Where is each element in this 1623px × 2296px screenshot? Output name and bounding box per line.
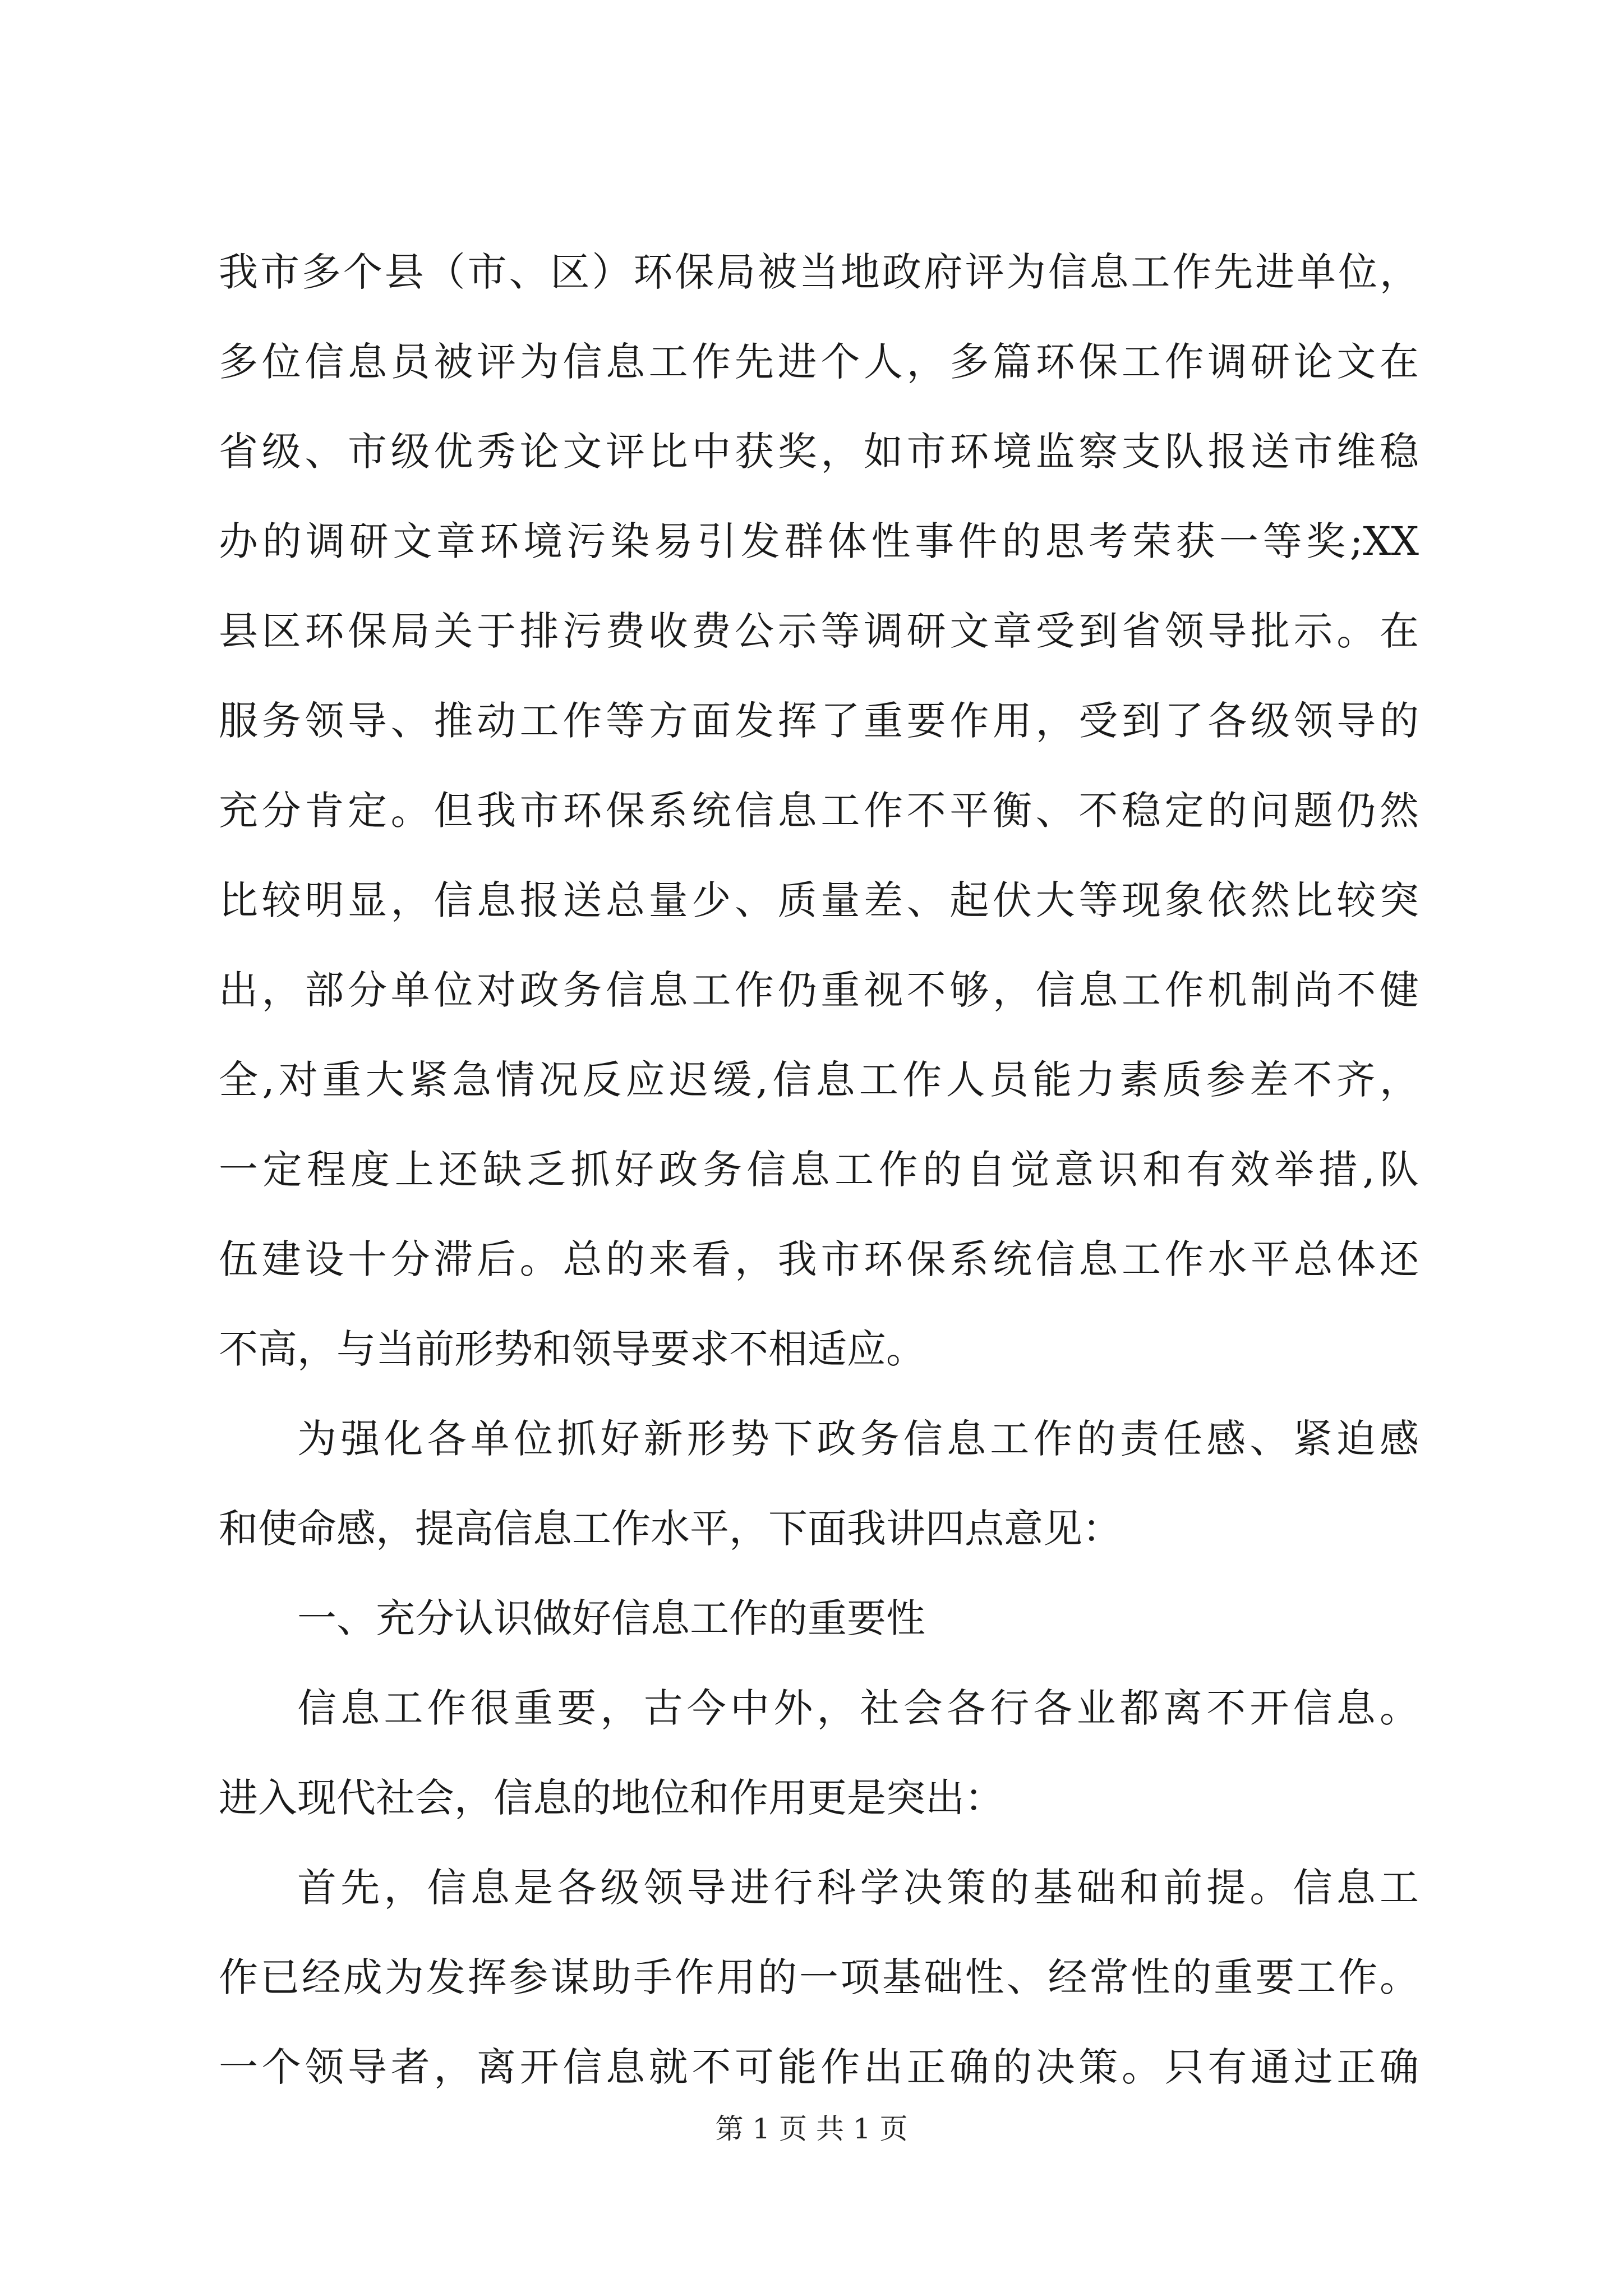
text-line: 多位信息员被评为信息工作先进个人，多篇环保工作调研论文在	[219, 339, 1419, 385]
text-line: 和使命感，提高信息工作水平，下面我讲四点意见：	[219, 1506, 1122, 1552]
text-line: 全,对重大紧急情况反应迟缓,信息工作人员能力素质参差不齐，	[219, 1057, 1419, 1103]
text-line: 服务领导、推动工作等方面发挥了重要作用，受到了各级领导的	[219, 698, 1419, 744]
text-line: 作已经成为发挥参谋助手作用的一项基础性、经常性的重要工作。	[219, 1954, 1419, 2000]
text-line: 充分肯定。但我市环保系统信息工作不平衡、不稳定的问题仍然	[219, 788, 1419, 834]
text-line: 一个领导者，离开信息就不可能作出正确的决策。只有通过正确	[219, 2044, 1419, 2090]
text-line: 县区环保局关于排污费收费公示等调研文章受到省领导批示。在	[219, 608, 1419, 654]
text-line: 伍建设十分滞后。总的来看，我市环保系统信息工作水平总体还	[219, 1236, 1419, 1282]
text-line: 一、充分认识做好信息工作的重要性	[297, 1595, 925, 1641]
text-line: 不高，与当前形势和领导要求不相适应。	[219, 1326, 925, 1372]
text-line: 办的调研文章环境污染易引发群体性事件的思考荣获一等奖;XX	[219, 518, 1419, 564]
page-footer: 第 1 页 共 1 页	[715, 2113, 908, 2145]
text-line: 为强化各单位抓好新形势下政务信息工作的责任感、紧迫感	[297, 1416, 1419, 1462]
text-line: 比较明显，信息报送总量少、质量差、起伏大等现象依然比较突	[219, 877, 1419, 923]
text-line: 一定程度上还缺乏抓好政务信息工作的自觉意识和有效举措,队	[219, 1147, 1419, 1193]
text-line: 出，部分单位对政务信息工作仍重视不够，信息工作机制尚不健	[219, 967, 1419, 1013]
text-line: 进入现代社会，信息的地位和作用更是突出：	[219, 1775, 1004, 1821]
text-line: 首先，信息是各级领导进行科学决策的基础和前提。信息工	[297, 1865, 1419, 1911]
text-line: 省级、市级优秀论文评比中获奖，如市环境监察支队报送市维稳	[219, 429, 1419, 475]
document-body	[219, 227, 1419, 2112]
text-line: 我市多个县（市、区）环保局被当地政府评为信息工作先进单位，	[219, 249, 1419, 295]
text-line: 信息工作很重要，古今中外，社会各行各业都离不开信息。	[297, 1685, 1419, 1731]
